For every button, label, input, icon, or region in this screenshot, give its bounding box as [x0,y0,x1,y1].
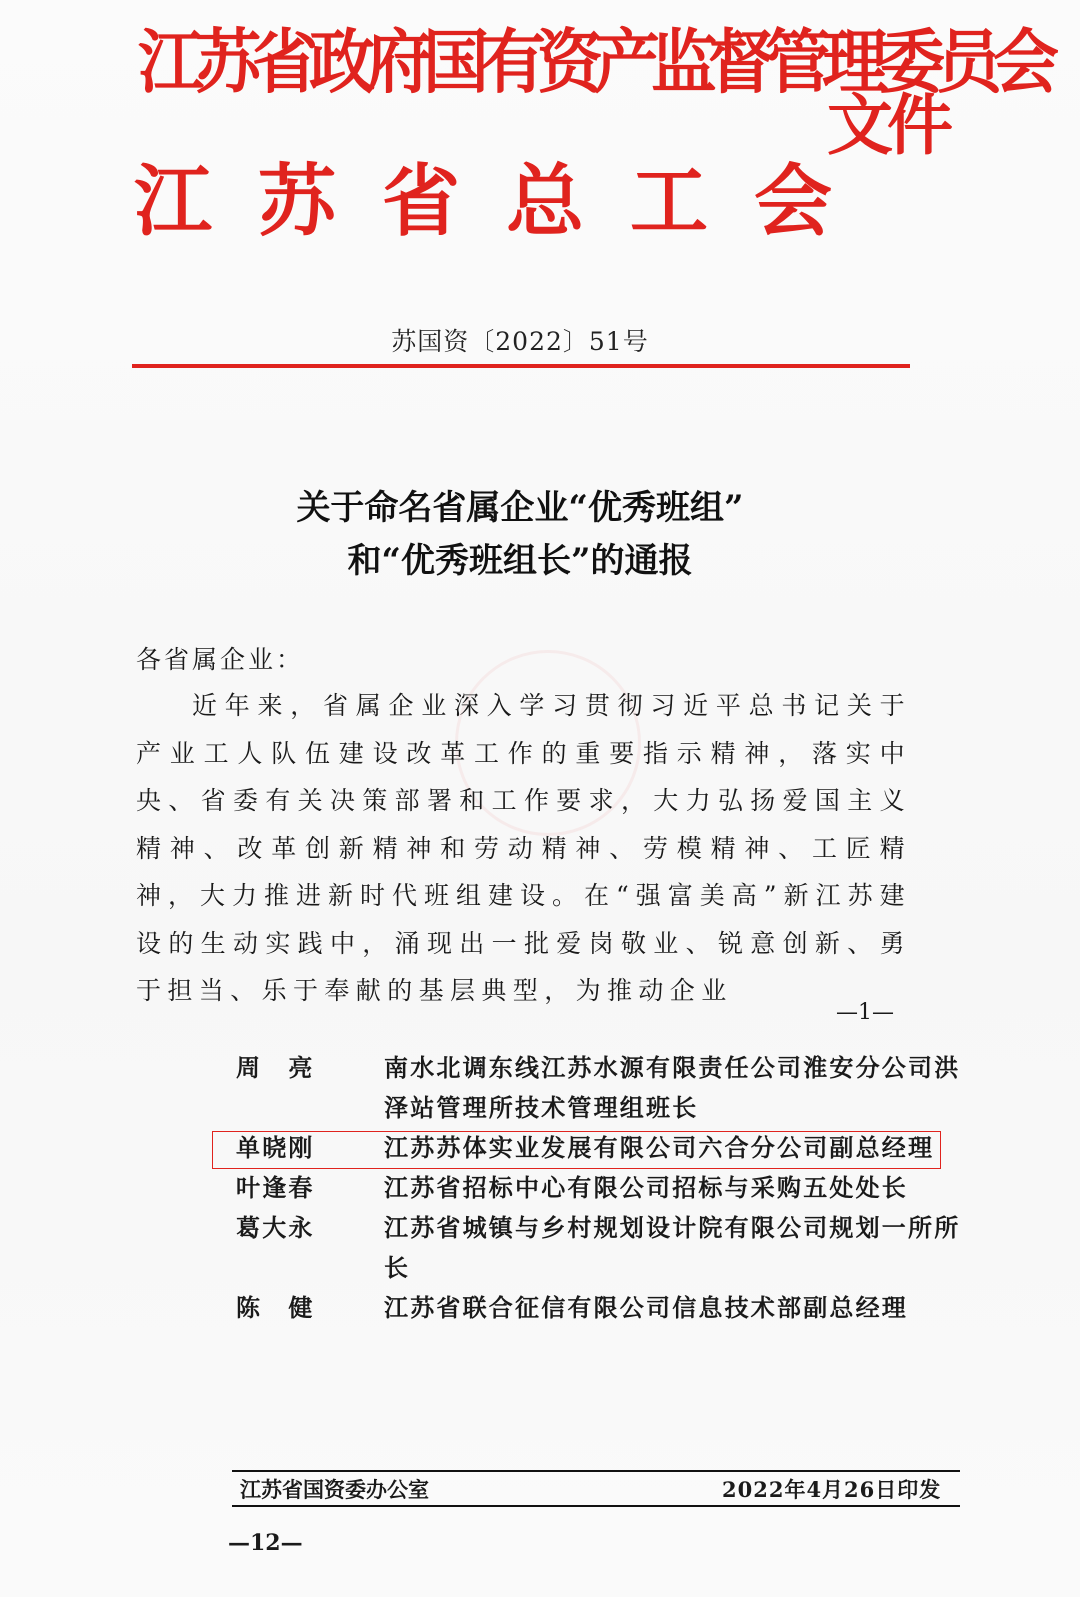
page-number-first: —1— [836,1000,894,1025]
honoree-row [236,1208,966,1288]
honoree-row [236,1048,966,1128]
document-label: 文件 [827,86,947,164]
red-divider [132,364,910,368]
body-paragraph: 近年来，省属企业深入学习贯彻习近平总书记关于产业工人队伍建设改革工作的重要指示精神，落实中央、省委有关决策部署和工作要求，大力弘扬爱国主义精神、改革创新精神和劳动精神、劳模精神、工匠精神，大力推进新时代班组建设。在“强富美高”新江苏建设的生动实践中，涌现出一批爱岗敬业、锐意创新、勇于担当、乐于奉献的基层典型，为推动企业 [136,691,911,1005]
honoree-name: 单晓刚 [236,1133,315,1162]
issuing-org-sasac: 江苏省政府国有资产监督管理委员会 [138,20,1050,103]
honoree-row [236,1168,966,1208]
page-number-last: —12— [228,1530,303,1556]
issuing-office: 江苏省国资委办公室 [240,1477,429,1502]
honoree-name: 陈 健 [236,1293,315,1322]
honoree-position: 江苏省城镇与乡村规划设计院有限公司规划一所所长 [384,1213,961,1282]
issuing-org-union: 江苏省总工会 [134,156,879,247]
salutation: 各省属企业： [136,645,305,674]
honoree-name: 周 亮 [236,1053,315,1082]
footer-rule-top [232,1470,960,1472]
honoree-position: 江苏省联合征信有限公司信息技术部副总经理 [384,1293,908,1322]
highlight-box [212,1131,941,1169]
document-number: 苏国资〔2022〕51号 [391,327,649,356]
issue-date: 2022年4月26日印发 [722,1477,942,1502]
honoree-row [236,1288,966,1328]
honoree-list [236,1048,966,1328]
honoree-position: 南水北调东线江苏水源有限责任公司淮安分公司洪泽站管理所技术管理组班长 [384,1053,961,1122]
honoree-name: 葛大永 [236,1213,315,1242]
notice-title-line2: 和“优秀班组长”的通报 [347,541,693,581]
notice-title-line1: 关于命名省属企业“优秀班组” [296,488,744,528]
footer-rule-bottom [232,1505,960,1507]
honoree-position: 江苏苏体实业发展有限公司六合分公司副总经理 [384,1133,935,1162]
honoree-name: 叶逢春 [236,1173,315,1202]
honoree-position: 江苏省招标中心有限公司招标与采购五处处长 [384,1173,908,1202]
